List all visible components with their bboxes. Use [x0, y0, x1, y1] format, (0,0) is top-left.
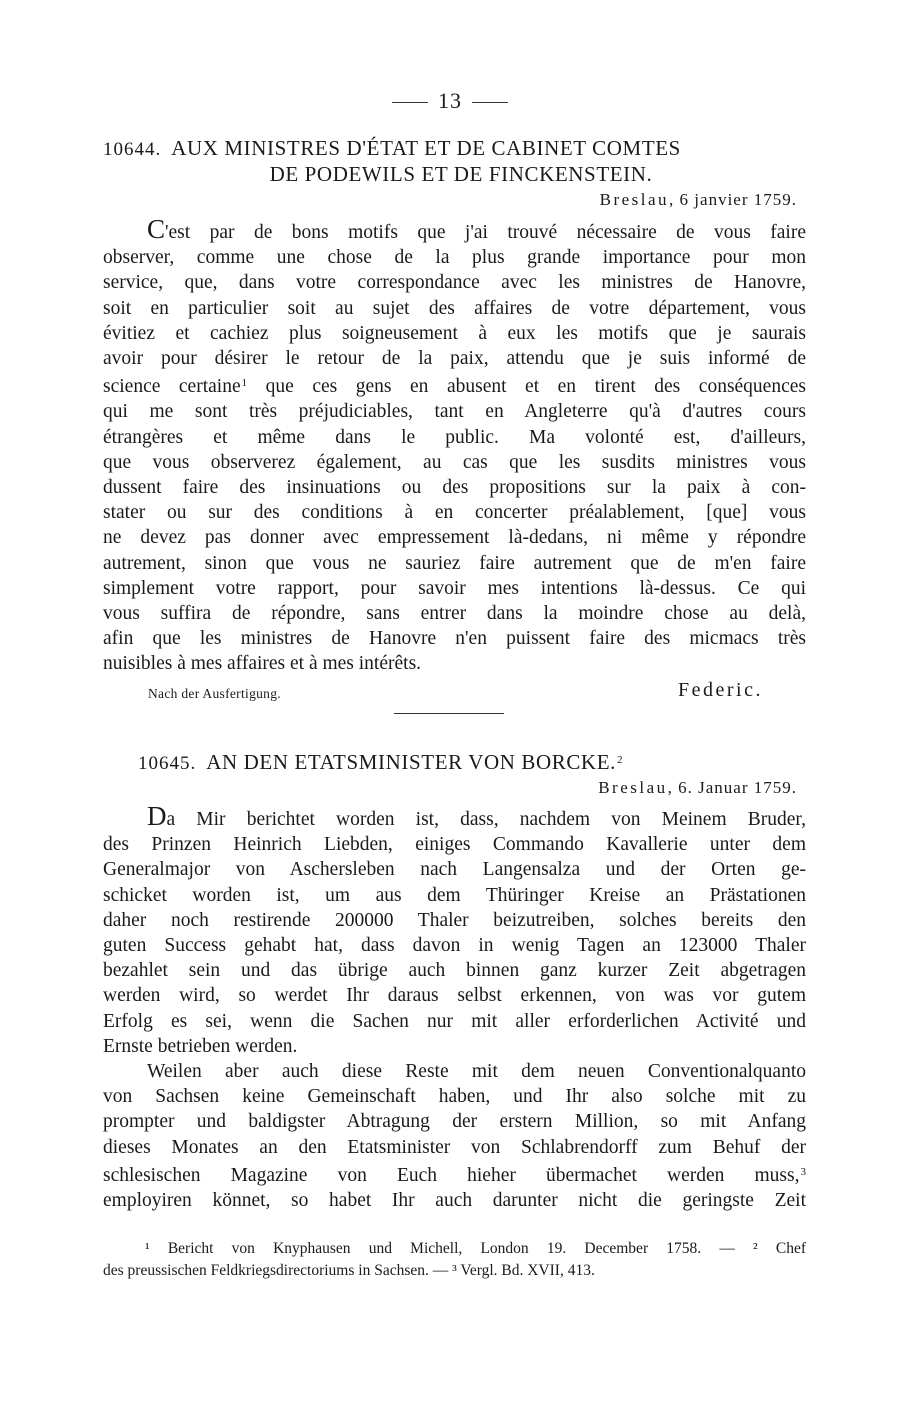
body-line: simplement votre rapport, pour savoir mes intentions là-dessus. Ce qui	[103, 577, 806, 599]
body-line: Weilen aber auch diese Reste mit dem neuen Conventionalquanto	[147, 1061, 806, 1083]
page-number-text: 13	[438, 88, 462, 113]
body-line: évitiez et cachiez plus soigneusement à eux les motifs que je saurais	[103, 322, 806, 344]
body-line-text: que ces gens en abusent et en tirent des conséquences	[265, 376, 806, 398]
body-line	[103, 371, 806, 399]
body-line: ne devez pas donner avec empressement là-dedans, ni même y répondre	[103, 527, 806, 549]
signature: Federic.	[678, 679, 763, 701]
body-line: daher noch restirende 200000 Thaler beizutreiben, solches bereits den	[103, 909, 806, 931]
body-line	[103, 1160, 806, 1188]
page-number	[0, 88, 900, 114]
body-line: stater ou sur des conditions à en concerter préalablement, [que] vous	[103, 502, 806, 524]
body-line: schicket worden ist, um aus dem Thüringer Kreise an Prästationen	[103, 884, 806, 906]
body-line: que vous observerez également, au cas que les susdits ministres vous	[103, 451, 806, 473]
body-line	[103, 801, 806, 832]
dateline-place: Breslau	[598, 778, 668, 797]
body-line: observer, comme une chose de la plus grande importance pour mon	[103, 247, 806, 269]
body-line: dussent faire des insinuations ou des propositions sur la paix à con-	[103, 477, 806, 499]
letter-10645-body	[103, 801, 806, 1213]
letter-10644-dateline	[600, 190, 797, 210]
dateline-date: , 6. Januar 1759.	[667, 778, 797, 797]
body-line: autrement, sinon que vous ne sauriez faire autrement que de m'en faire	[103, 552, 806, 574]
body-line	[103, 214, 806, 245]
letter-number: 10644.	[103, 139, 162, 160]
body-line: bezahlet sein und das übrige auch binnen ganz kurzer Zeit abgetragen	[103, 960, 806, 982]
body-line: dieses Monates an den Etatsminister von Schlabrendorff zum Behuf der	[103, 1136, 806, 1158]
drop-initial: C	[147, 214, 166, 244]
body-line: soit en particulier soit au sujet des affaires de votre département, vous	[103, 297, 806, 319]
letter-number: 10645.	[138, 753, 197, 774]
body-line: von Sachsen keine Gemeinschaft haben, und Ihr also solche mit zu	[103, 1086, 806, 1108]
body-line: Erfolg es sei, wenn die Sachen nur mit aller erforderlichen Activité und	[103, 1010, 806, 1032]
page-number-dash-left	[392, 102, 428, 103]
letter-title-line1: AUX MINISTRES D'ÉTAT ET DE CABINET COMTES	[171, 136, 681, 160]
body-line-text: schlesischen Magazine von Euch hieher übermachet werden muss,	[103, 1164, 800, 1186]
section-divider	[394, 713, 504, 714]
footnote-ref: 2	[616, 754, 624, 766]
body-line-text: 'est par de bons motifs que j'ai trouvé nécessaire de vous faire	[165, 222, 806, 243]
letter-10644-heading	[103, 136, 809, 187]
body-line: des Prinzen Heinrich Liebden, einiges Commando Kavallerie unter dem	[103, 834, 806, 856]
letter-title-line2: DE PODEWILS ET DE FINCKENSTEIN.	[269, 162, 653, 186]
footnote-line: ¹ Bericht von Knyphausen und Michell, London 19. December 1758. — ² Chef	[145, 1240, 806, 1257]
source-note: Nach der Ausfertigung.	[148, 686, 281, 701]
body-line: employiren könnet, so habet Ihr auch darunter nicht die geringste Zeit	[103, 1190, 806, 1212]
body-line: avoir pour désirer le retour de la paix, attendu que je suis informé de	[103, 348, 806, 370]
body-line: nuisibles à mes affaires et à mes intérêts.	[103, 653, 422, 675]
body-line: guten Success gehabt hat, dass davon in wenig Tagen an 123000 Thaler	[103, 935, 806, 957]
footnote-ref: 1	[241, 377, 248, 390]
body-line: werden wird, so werdet Ihr daraus selbst erkennen, von was vor gutem	[103, 985, 806, 1007]
body-line: étrangères et même dans le public. Ma volonté est, d'ailleurs,	[103, 426, 806, 448]
drop-initial: D	[147, 801, 167, 831]
footnotes	[103, 1238, 806, 1282]
dateline-date: , 6 janvier 1759.	[669, 190, 797, 209]
letter-10645-heading	[138, 748, 838, 776]
dateline-place: Breslau	[599, 190, 670, 209]
body-line: Ernste betrieben werden.	[103, 1035, 298, 1057]
letter-10644-body	[103, 214, 806, 677]
body-line: service, que, dans votre correspondance avec les ministres de Hanovre,	[103, 272, 806, 294]
body-line: prompter und baldigster Abtragung der erstern Million, so mit Anfang	[103, 1111, 806, 1133]
footnote-ref: 3	[800, 1165, 806, 1178]
letter-10645-dateline	[598, 778, 797, 798]
body-line-text: a Mir berichtet worden ist, dass, nachdem von Meinem Bruder,	[166, 809, 806, 830]
letter-title: AN DEN ETATSMINISTER VON BORCKE.	[206, 750, 616, 774]
page-number-dash-right	[472, 102, 508, 103]
body-line: vous suffira de répondre, sans entrer dans la moindre chose au delà,	[103, 603, 806, 625]
body-line: Generalmajor von Aschersleben nach Langensalza und der Orten ge-	[103, 859, 806, 881]
footnote-line: des preussischen Feldkriegsdirectoriums in Sachsen. — ³ Vergl. Bd. XVII, 413.	[103, 1262, 595, 1279]
body-line: qui me sont très préjudiciables, tant en Angleterre qu'à d'autres cours	[103, 401, 806, 423]
body-line: afin que les ministres de Hanovre n'en puissent faire des micmacs très	[103, 628, 806, 650]
body-line-text: science certaine	[103, 376, 241, 398]
